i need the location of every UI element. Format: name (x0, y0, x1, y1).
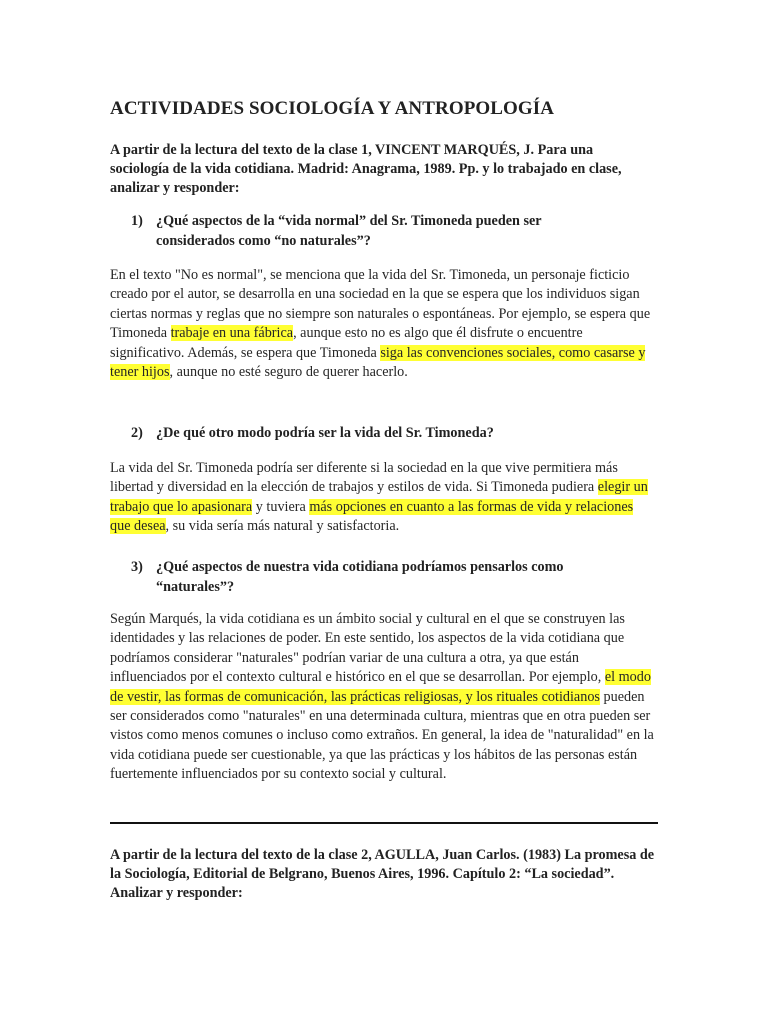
answer-text: , su vida sería más natural y satisfactoria. (165, 518, 400, 535)
section1-intro: A partir de la lectura del texto de la clase 1, VINCENT MARQUÉS, J. Para una sociología de la vida cotidiana. Madrid: Anagrama, 1989. Pp. y lo trabajado en clase, analizar y responder: (110, 142, 622, 197)
question-number: 3) (131, 559, 143, 575)
section2-intro: A partir de la lectura del texto de la clase 2, AGULLA, Juan Carlos. (1983) La promesa de la Sociología, Editorial de Belgrano, Buenos Aires, 1996. Capítulo 2: “La sociedad”. Analizar y responder: (110, 847, 655, 902)
highlighted-text: el modo de vestir, las formas de comunicación, las prácticas religiosas, y los rituales cotidianos (110, 669, 651, 705)
question-text: ¿De qué otro modo podría ser la vida del Sr. Timoneda? (156, 425, 494, 441)
question-2 (131, 424, 601, 444)
answer-text: , aunque esto no es algo que él disfrute o encuentre significativo. Además, se espera que Timoneda (110, 325, 583, 361)
highlighted-text: elegir un trabajo que lo apasionara (110, 479, 648, 515)
answer-text: Según Marqués, la vida cotidiana es un ámbito social y cultural en el que se construyen las identidades y las relaciones de poder. En este sentido, los aspectos de la vida cotidiana que podríamos considerar "naturales" podrían variar de una cultura a otra, ya que están influenciados por el contexto cultural e histórico en el que se desarrollan. Por ejemplo, (110, 611, 625, 686)
answer-2 (110, 459, 655, 537)
answer-text: y tuviera (252, 498, 310, 515)
question-text: ¿Qué aspectos de nuestra vida cotidiana podríamos pensarlos como “naturales”? (156, 559, 564, 595)
question-3 (131, 558, 601, 597)
question-1 (131, 212, 601, 251)
horizontal-rule (110, 822, 658, 824)
answer-text: pueden ser considerados como "naturales" en una determinada cultura, mientras que en otra pueden ser vistos como menos comunes o incluso como extraños. En general, la idea de "naturalidad" en la vida cotidiana puede ser cuestionable, ya que las prácticas y los hábitos de las personas están fuertemente influenciados por su contexto social y cultural. (110, 688, 654, 783)
answer-text: , aunque no esté seguro de querer hacerlo. (169, 364, 408, 381)
answer-text: La vida del Sr. Timoneda podría ser diferente si la sociedad en la que vive permitiera más libertad y diversidad en la elección de trabajos y estilos de vida. Si Timoneda pudiera (110, 460, 618, 496)
question-number: 2) (131, 425, 143, 441)
highlighted-text: más opciones en cuanto a las formas de vida y relaciones que desea (110, 498, 634, 535)
answer-text: En el texto "No es normal", se menciona que la vida del Sr. Timoneda, un personaje ficticio creado por el autor, se desarrolla en una sociedad en la que se espera que los individuos sigan ciertas normas y reglas que no siempre son naturales o espontáneas. Por ejemplo, se espera que Timoneda (110, 267, 651, 342)
answer-3 (110, 610, 655, 785)
document-title: ACTIVIDADES SOCIOLOGÍA Y ANTROPOLOGÍA (110, 98, 555, 119)
question-number: 1) (131, 213, 143, 229)
answer-1 (110, 266, 655, 382)
highlighted-text: trabaje en una fábrica (170, 325, 294, 342)
highlighted-text: siga las convenciones sociales, como casarse y tener hijos (110, 344, 646, 381)
question-text: ¿Qué aspectos de la “vida normal” del Sr. Timoneda pueden ser considerados como “no naturales”? (156, 213, 542, 249)
